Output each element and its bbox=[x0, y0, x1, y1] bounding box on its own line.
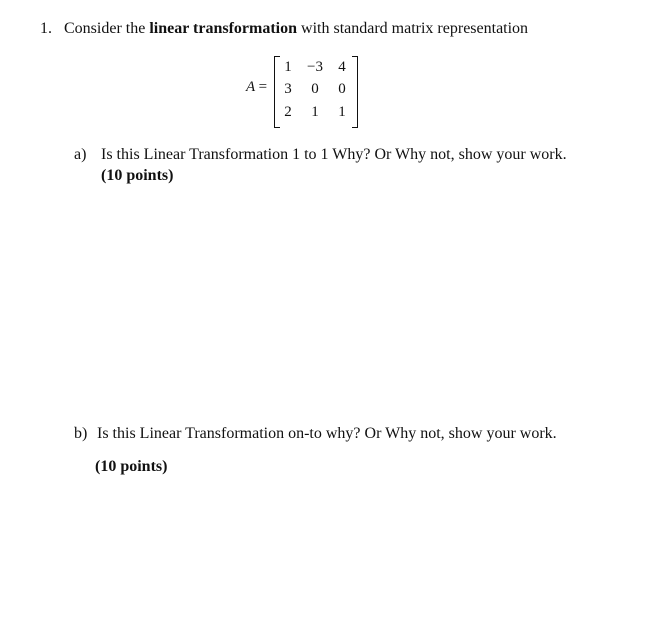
matrix-cell-r2c1: 3 bbox=[284, 81, 292, 97]
matrix bbox=[274, 56, 358, 127]
part-a-label: a) bbox=[74, 146, 87, 163]
matrix-cell-r2c2: 0 bbox=[311, 81, 319, 97]
matrix-cell-r3c1: 2 bbox=[284, 104, 292, 120]
question-intro-start: Consider the bbox=[64, 20, 150, 37]
matrix-cell-r3c3: 1 bbox=[338, 104, 346, 120]
matrix-cell-r1c2: −3 bbox=[307, 59, 323, 75]
matrix-cell-r3c2: 1 bbox=[311, 104, 319, 120]
matrix-label bbox=[246, 79, 267, 96]
part-b-points: (10 points) bbox=[95, 458, 168, 475]
question-intro-bold: linear transformation bbox=[149, 20, 298, 37]
matrix-cell-r1c1: 1 bbox=[284, 59, 292, 75]
matrix-equals: = bbox=[258, 79, 268, 95]
matrix-name: A bbox=[246, 79, 255, 95]
part-a-text: Is this Linear Transformation 1 to 1 Why? Or Why not, show your work. bbox=[101, 146, 567, 163]
part-b-text: Is this Linear Transformation on-to why? Or Why not, show your work. bbox=[97, 425, 557, 442]
question-intro bbox=[64, 20, 528, 38]
matrix-cell-r1c3: 4 bbox=[338, 59, 346, 75]
question-number: 1. bbox=[40, 20, 52, 37]
matrix-right-bracket bbox=[352, 56, 358, 128]
question-intro-end: with standard matrix representation bbox=[297, 20, 529, 37]
part-b-label: b) bbox=[74, 425, 88, 442]
matrix-cell-r2c3: 0 bbox=[338, 81, 346, 97]
part-a-points: (10 points) bbox=[101, 167, 174, 184]
